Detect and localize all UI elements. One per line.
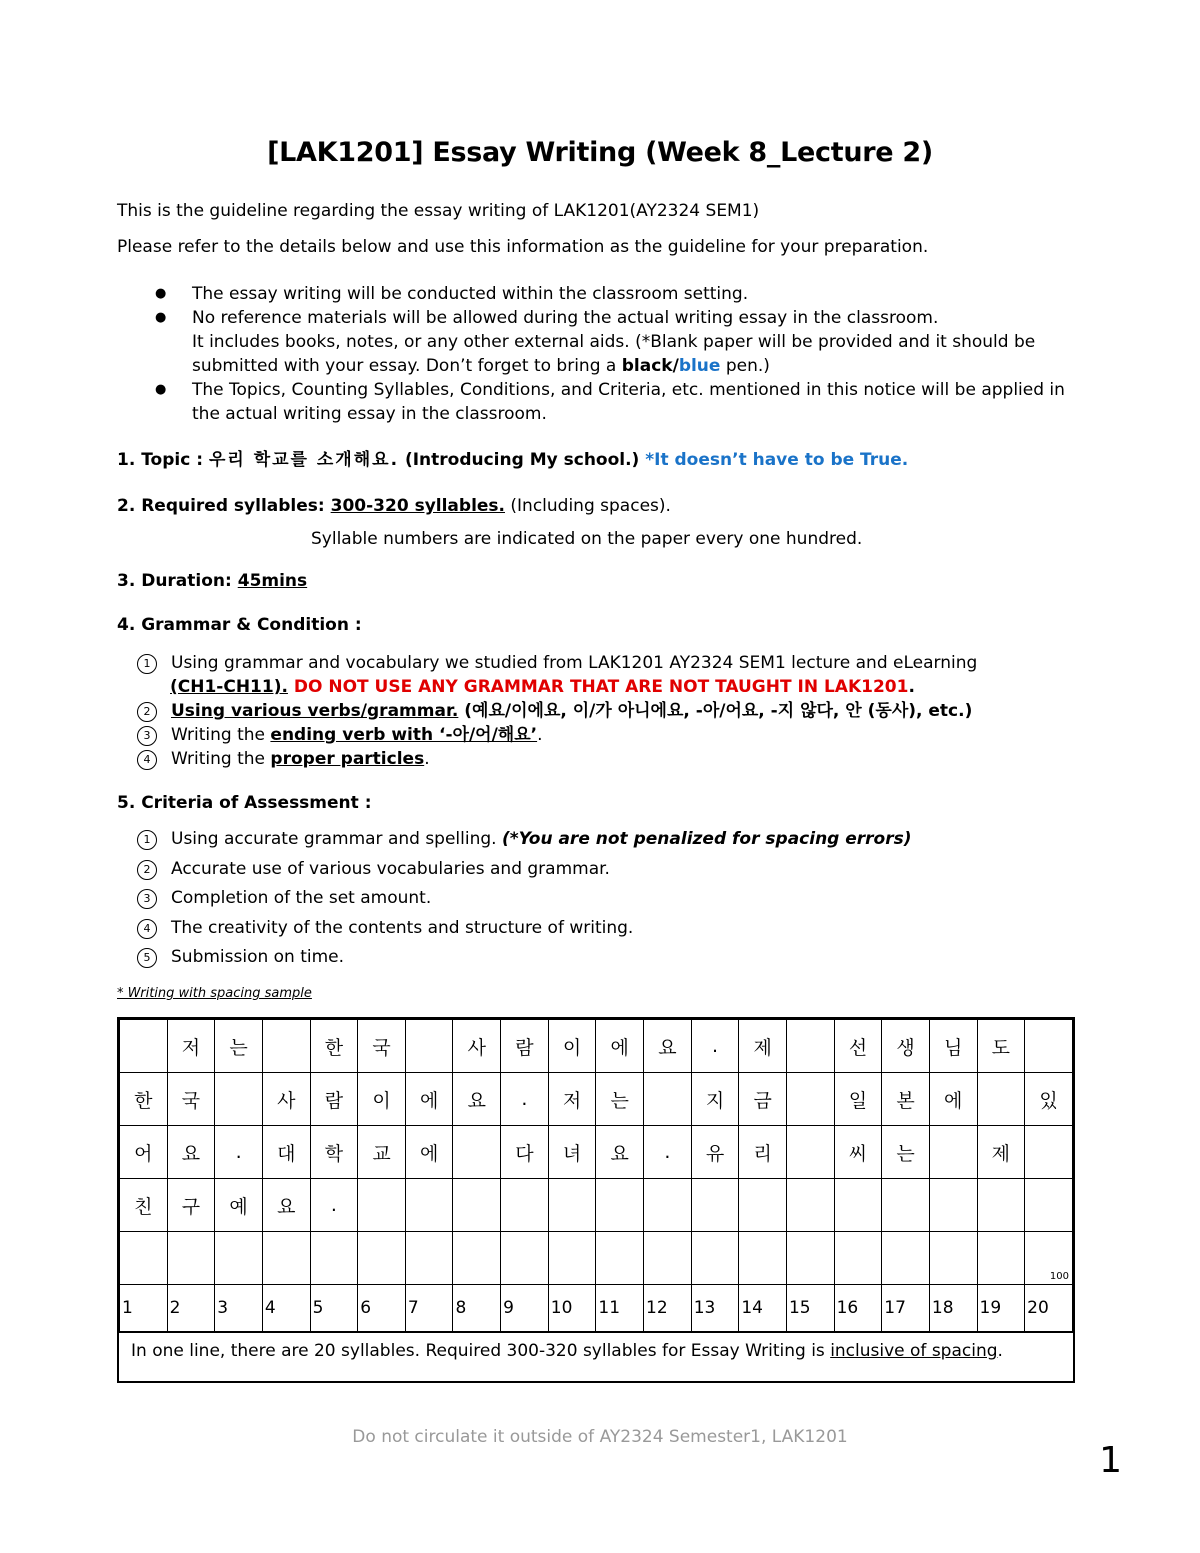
grid-cell [691,1232,739,1285]
grid-cell: 교 [358,1126,406,1179]
grid-cell: 에 [929,1073,977,1126]
grid-cell [1025,1232,1073,1285]
grammar-period: . [908,677,915,697]
grid-cell [1025,1020,1073,1073]
grammar-examples: (예요/이에요, 이/가 아니에요, -아/어요, -지 않다, 안 (동사), etc.) [458,701,973,721]
grid-cell [691,1179,739,1232]
grid-column-number: 4 [262,1285,310,1332]
grid-cell [453,1126,501,1179]
grid-cell: 사 [453,1020,501,1073]
grid-cell [644,1073,692,1126]
grid-column-number: 1 [120,1285,168,1332]
grid-row [120,1020,1073,1073]
spacing-sample-label: * Writing with spacing sample [117,986,312,1001]
bullet-text: No reference materials will be allowed during the actual writing essay in the classroom. [192,308,939,328]
grid-cell [405,1179,453,1232]
grid-cell [215,1073,263,1126]
grid-column-number: 14 [739,1285,787,1332]
grid-cell [120,1020,168,1073]
grid-cell [739,1179,787,1232]
criteria-heading: 5. Criteria of Assessment : [117,793,372,813]
topic-english: (Introducing My school.) [399,450,646,470]
grid-cell [786,1179,834,1232]
bullet-text: It includes books, notes, or any other external aids. (*Blank paper will be provided and it should be submitted with your essay. Don’t forget to bring a [192,332,1036,376]
grid-column-number: 18 [929,1285,977,1332]
circled-number-icon: 2 [137,702,157,722]
grid-cell: 예 [215,1179,263,1232]
grid-cell: 학 [310,1126,358,1179]
grid-cell [405,1232,453,1285]
grid-note-period: . [997,1341,1003,1361]
criteria-item [137,914,912,944]
criteria-text: The creativity of the contents and structure of writing. [171,917,634,938]
grid-cell [882,1232,930,1285]
grammar-chapters: (CH1-CH11). [170,677,288,697]
syllables-label: 2. Required syllables: [117,496,331,516]
grammar-text: Writing the [171,725,271,745]
grid-cell: 는 [596,1073,644,1126]
circled-number-icon: 5 [137,948,157,968]
grammar-text: Using various verbs/grammar. [171,701,459,721]
circled-number-icon: 3 [137,726,157,746]
circled-number-icon: 4 [137,750,157,770]
topic-korean: 우리 학교를 소개해요. [208,450,400,470]
grid-cell: . [691,1020,739,1073]
criteria-item [137,884,912,914]
grid-cell [548,1179,596,1232]
grammar-period: . [537,725,543,745]
grid-cell [310,1232,358,1285]
grid-cell: 금 [739,1073,787,1126]
grid-note-text: In one line, there are 20 syllables. Required 300-320 syllables for Essay Writing is [131,1341,831,1361]
grid-cell [596,1179,644,1232]
grid-cell: 요 [644,1020,692,1073]
grid-cell [929,1232,977,1285]
grid-cell [929,1179,977,1232]
grid-cell: 도 [977,1020,1025,1073]
grid-cell: 대 [262,1126,310,1179]
grid-cell: 사 [262,1073,310,1126]
grammar-item [137,747,977,771]
criteria-text: Submission on time. [171,947,345,967]
page-title: [LAK1201] Essay Writing (Week 8_Lecture 2) [267,137,933,168]
bullet-text: The Topics, Counting Syllables, Conditions, and Criteria, etc. mentioned in this notice will be applied in the actual writing essay in the classroom. [192,380,1065,424]
grid-cell: 요 [453,1073,501,1126]
grid-cell: 선 [834,1020,882,1073]
grid-row [120,1232,1073,1285]
grid-cell [167,1232,215,1285]
grid-cell: 에 [405,1073,453,1126]
grid-cell [739,1232,787,1285]
grid-cell: 에 [596,1020,644,1073]
hundred-mark: 100 [1049,1271,1069,1282]
grid-cell [834,1179,882,1232]
grid-cell [644,1232,692,1285]
bullet-icon: ● [155,310,167,325]
grid-cell: 본 [882,1073,930,1126]
bullet-list [155,282,1075,426]
bullet-item [155,282,1075,306]
grid-cell: 람 [310,1073,358,1126]
grid-cell: 에 [405,1126,453,1179]
circled-number-icon: 2 [137,860,157,880]
grid-cell [977,1073,1025,1126]
grid-column-number: 19 [977,1285,1025,1332]
grid-cell: 는 [882,1126,930,1179]
grid-column-number: 3 [215,1285,263,1332]
grid-column-number: 17 [882,1285,930,1332]
grid-cell [644,1179,692,1232]
grid-cell [215,1232,263,1285]
bullet-icon: ● [155,382,167,397]
grid-cell: 한 [310,1020,358,1073]
bullet-icon: ● [155,286,167,301]
grammar-heading: 4. Grammar & Condition : [117,615,362,635]
topic-line [117,448,908,472]
grid-cell: 람 [501,1020,549,1073]
grid-column-number: 12 [644,1285,692,1332]
grammar-item [137,723,977,747]
grid-cell [358,1232,406,1285]
grid-column-number: 6 [358,1285,406,1332]
grid-cell [786,1232,834,1285]
grid-note-emphasis: inclusive of spacing [830,1341,998,1361]
grid-column-number: 7 [405,1285,453,1332]
duration-value: 45mins [237,571,308,591]
syllable-grid [117,1017,1075,1383]
grid-cell [596,1232,644,1285]
bullet-item [155,306,1075,378]
criteria-text: Using accurate grammar and spelling. [171,829,502,849]
grid-cell: 지 [691,1073,739,1126]
syllables-line [117,494,671,518]
syllables-note: Syllable numbers are indicated on the paper every one hundred. [311,529,863,549]
grid-note [119,1332,1073,1381]
grid-cell: . [310,1179,358,1232]
grid-column-number: 20 [1025,1285,1073,1332]
syllable-table [119,1019,1073,1332]
circled-number-icon: 1 [137,830,157,850]
grid-cell: 생 [882,1020,930,1073]
circled-number-icon: 4 [137,919,157,939]
grid-column-number: 8 [453,1285,501,1332]
grid-column-number: 11 [596,1285,644,1332]
duration-label: 3. Duration: [117,571,238,591]
grid-cell [501,1179,549,1232]
grid-row [120,1073,1073,1126]
grid-row [120,1126,1073,1179]
grammar-text: Writing the [171,749,271,769]
bullet-text: The essay writing will be conducted within the classroom setting. [192,284,749,304]
grid-cell: 리 [739,1126,787,1179]
grid-row [120,1179,1073,1232]
grid-column-number: 5 [310,1285,358,1332]
criteria-text: Accurate use of various vocabularies and grammar. [171,858,610,879]
grid-cell [834,1232,882,1285]
page-number: 1 [1099,1440,1122,1481]
grid-cell [120,1232,168,1285]
grid-number-row [120,1285,1073,1332]
topic-label: 1. Topic : [117,450,209,470]
grid-cell: 국 [358,1020,406,1073]
grid-cell: 친 [120,1179,168,1232]
grid-cell [786,1126,834,1179]
grid-cell: . [644,1126,692,1179]
slash-text: / [672,356,679,376]
grid-cell [453,1179,501,1232]
criteria-list [137,825,912,973]
intro-line-2: Please refer to the details below and use this information as the guideline for your preparation. [117,237,929,257]
grid-cell [501,1232,549,1285]
grid-cell: 한 [120,1073,168,1126]
grammar-item [137,675,977,699]
grammar-text: Using grammar and vocabulary we studied from LAK1201 AY2324 SEM1 lecture and eLearning [171,653,978,673]
grid-cell: 이 [358,1073,406,1126]
grid-cell: 유 [691,1126,739,1179]
grammar-warning: DO NOT USE ANY GRAMMAR THAT ARE NOT TAUGHT IN LAK1201 [287,677,909,697]
grammar-item [137,699,977,723]
grid-cell: . [501,1073,549,1126]
grid-cell: 어 [120,1126,168,1179]
syllables-extra: (Including spaces). [505,496,671,516]
grid-cell [977,1232,1025,1285]
grid-cell: 저 [167,1020,215,1073]
intro-line-1: This is the guideline regarding the essay writing of LAK1201(AY2324 SEM1) [117,201,760,221]
grid-cell: 녀 [548,1126,596,1179]
criteria-item [137,943,912,973]
criteria-item [137,825,912,855]
bullet-item [155,378,1075,426]
grammar-list [137,651,977,771]
grid-cell: 요 [262,1179,310,1232]
grid-column-number: 13 [691,1285,739,1332]
bullet-text: pen.) [720,356,770,376]
grid-cell: 다 [501,1126,549,1179]
grid-cell [262,1232,310,1285]
topic-note: *It doesn’t have to be True. [645,450,909,470]
grid-cell: 구 [167,1179,215,1232]
grid-cell [262,1020,310,1073]
grid-cell [358,1179,406,1232]
grid-cell: 요 [167,1126,215,1179]
grammar-particles: proper particles [270,749,425,769]
grid-cell: 제 [739,1020,787,1073]
criteria-note: (*You are not penalized for spacing errors) [501,829,912,849]
grid-column-number: 10 [548,1285,596,1332]
grid-cell [405,1020,453,1073]
blue-pen-text: blue [678,356,721,376]
grid-column-number: 16 [834,1285,882,1332]
grid-cell [929,1126,977,1179]
grid-cell [453,1232,501,1285]
grammar-ending: ending verb with ‘-아/어/해요’ [270,725,538,745]
grid-column-number: 15 [786,1285,834,1332]
grid-cell [977,1179,1025,1232]
grid-cell: 국 [167,1073,215,1126]
grid-cell: 저 [548,1073,596,1126]
grid-cell: 이 [548,1020,596,1073]
grid-cell [1025,1179,1073,1232]
circled-number-icon: 1 [137,654,157,674]
grid-cell: 는 [215,1020,263,1073]
grid-cell [1025,1126,1073,1179]
grid-cell [548,1232,596,1285]
grid-cell: 제 [977,1126,1025,1179]
duration-line [117,569,307,593]
grid-cell: 있 [1025,1073,1073,1126]
grid-cell [786,1020,834,1073]
grid-cell: 님 [929,1020,977,1073]
grammar-period: . [424,749,430,769]
grid-cell: . [215,1126,263,1179]
criteria-item [137,855,912,885]
criteria-text: Completion of the set amount. [171,888,432,908]
grid-cell: 요 [596,1126,644,1179]
grid-column-number: 2 [167,1285,215,1332]
black-pen-text: black [621,356,673,376]
grid-cell [786,1073,834,1126]
circled-number-icon: 3 [137,889,157,909]
footer-note: Do not circulate it outside of AY2324 Semester1, LAK1201 [352,1427,848,1447]
grid-cell: 씨 [834,1126,882,1179]
grid-column-number: 9 [501,1285,549,1332]
syllables-value: 300-320 syllables. [330,496,505,516]
grammar-item [137,651,977,675]
grid-cell: 일 [834,1073,882,1126]
grid-cell [882,1179,930,1232]
